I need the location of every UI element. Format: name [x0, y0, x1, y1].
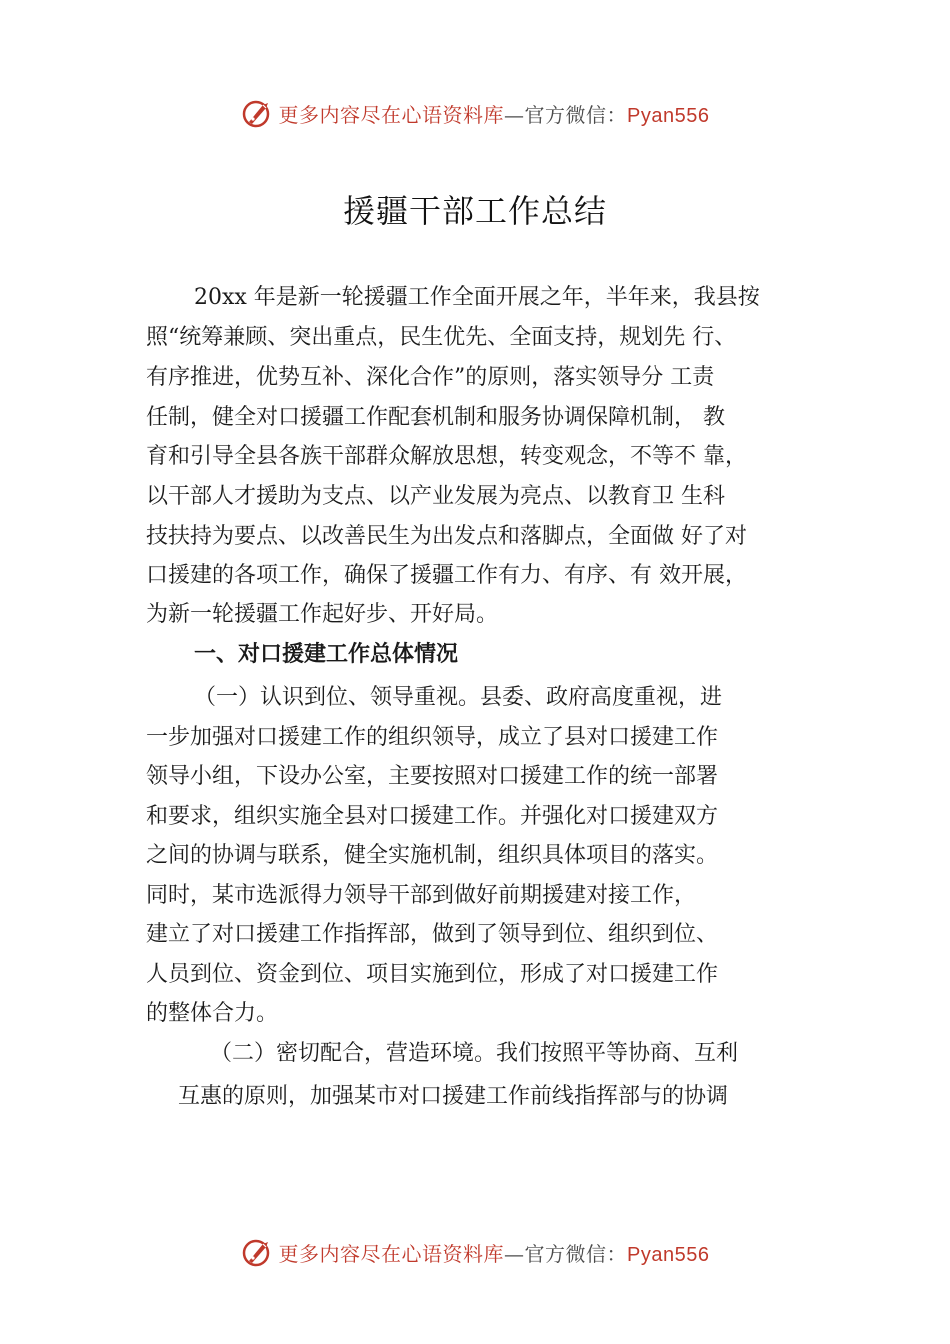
body-line: 之间的协调与联系，健全实施机制，组织具体项目的落实。 [146, 843, 719, 868]
body-line: 一步加强对口援建工作的组织领导，成立了县对口援建工作 [146, 725, 719, 750]
banner-site-name: 更多内容尽在心语资料库 [278, 102, 505, 127]
body-line: 领导小组，下设办公室，主要按照对口援建工作的统一部署 [146, 764, 719, 789]
body-line: 以干部人才援助为支点、以产业发展为亮点、以教育卫 生科 [146, 484, 725, 509]
header-banner [0, 93, 950, 133]
body-line: 育和引导全县各族干部群众解放思想，转变观念，不等不 靠， [146, 444, 747, 469]
section-heading: 一、对口援建工作总体情况 [194, 642, 459, 667]
banner-wechat-handle: Pyan556 [627, 1243, 710, 1266]
footer-banner [0, 1232, 950, 1272]
body-line: 和要求，组织实施全县对口援建工作。并强化对口援建双方 [146, 804, 719, 829]
body-line: 任制，健全对口援疆工作配套机制和服务协调保障机制， 教 [146, 405, 725, 430]
body-line: 有序推进，优势互补、深化合作”的原则，落实领导分 工责 [146, 365, 715, 390]
body-line: （一）认识到位、领导重视。县委、政府高度重视，进 [194, 685, 723, 710]
document-title: 援疆干部工作总结 [342, 192, 607, 230]
banner-site-name: 更多内容尽在心语资料库 [278, 1241, 505, 1266]
pen-nib-seal-icon [241, 96, 275, 130]
body-line: 20xx 年是新一轮援疆工作全面开展之年，半年来，我县按 [194, 285, 760, 310]
body-line: 照“统筹兼顾、突出重点，民生优先、全面支持，规划先 行、 [146, 325, 737, 350]
body-line: 人员到位、资金到位、项目实施到位，形成了对口援建工作 [146, 962, 719, 987]
body-line: 口援建的各项工作，确保了援疆工作有力、有序、有 效开展， [146, 563, 747, 588]
banner-separator: —官方微信： [504, 102, 628, 127]
body-line: （二）密切配合，营造环境。我们按照平等协商、互利 [210, 1041, 739, 1066]
body-line: 技扶持为要点、以改善民生为出发点和落脚点，全面做 好了对 [146, 524, 747, 549]
banner-text [279, 99, 710, 128]
banner-separator: —官方微信： [504, 1241, 628, 1266]
body-line: 互惠的原则，加强某市对口援建工作前线指挥部与的协调 [178, 1084, 729, 1109]
banner-wechat-handle: Pyan556 [627, 104, 710, 127]
pen-nib-seal-icon [241, 1235, 275, 1269]
banner-text [279, 1238, 710, 1267]
body-line: 建立了对口援建工作指挥部，做到了领导到位、组织到位、 [146, 922, 719, 947]
body-line: 同时，某市选派得力领导干部到做好前期援建对接工作， [146, 883, 697, 908]
body-line: 的整体合力。 [146, 1001, 279, 1026]
body-line: 为新一轮援疆工作起好步、开好局。 [146, 602, 499, 627]
